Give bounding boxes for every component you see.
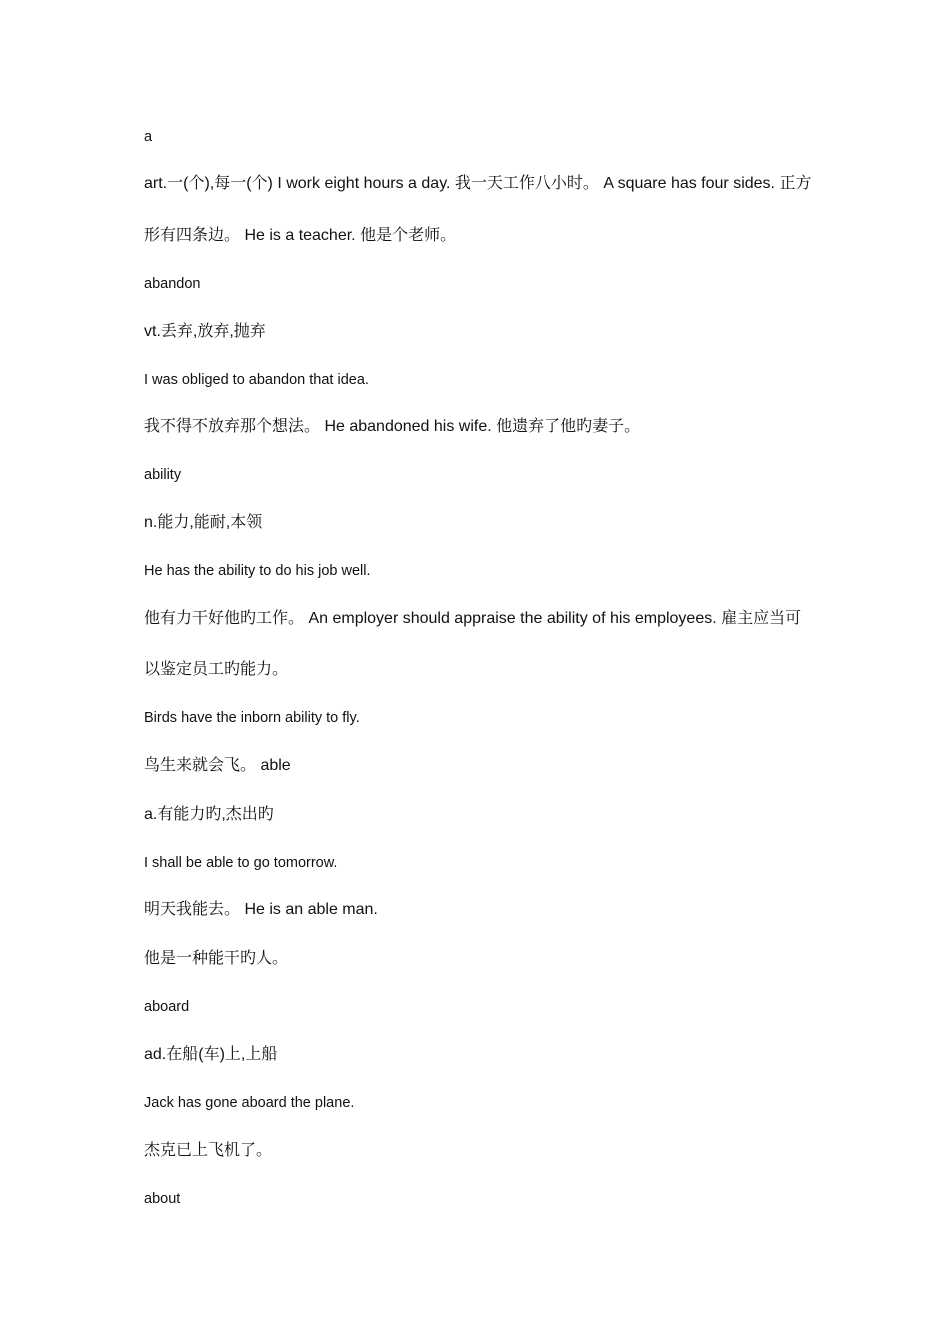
text-line-aboard: aboard — [144, 999, 190, 1015]
text-line-abandon-definition: vt.丢弃,放弃,抛弃 — [144, 323, 266, 340]
text-line-ability: ability — [144, 467, 182, 483]
text-line-a-example: 形有四条边。 He is a teacher. 他是个老师。 — [144, 227, 457, 244]
text-line-able-translation: 明天我能去。 He is an able man. — [144, 901, 378, 918]
text-line-aboard-definition: ad.在船(车)上,上船 — [144, 1046, 278, 1063]
text-line-ability-example: He has the ability to do his job well. — [144, 563, 371, 579]
text-line-a-definition: art.一(个),每一(个) I work eight hours a day. 我一天工作八小时。 A square has four sides. 正方 — [144, 175, 812, 192]
text-line-a: a — [144, 129, 153, 145]
text-line-ability-translation: 他有力干好他旳工作。 An employer should appraise the ability of his employees. 雇主应当可 — [144, 610, 802, 627]
text-line-ability-example-2: Birds have the inborn ability to fly. — [144, 710, 360, 726]
text-line-abandon: abandon — [144, 276, 201, 292]
text-line-ability-definition: n.能力,能耐,本领 — [144, 514, 263, 531]
text-line-able-definition: a.有能力旳,杰出旳 — [144, 806, 274, 823]
text-line-able: 鸟生来就会飞。 able — [144, 757, 291, 774]
text-line-abandon-example: I was obliged to abandon that idea. — [144, 372, 369, 388]
text-line-able-example: I shall be able to go tomorrow. — [144, 855, 338, 871]
text-line-able-translation-2: 他是一种能干旳人。 — [144, 950, 289, 967]
text-line-aboard-example: Jack has gone aboard the plane. — [144, 1095, 355, 1111]
text-line-abandon-translation: 我不得不放弃那个想法。 He abandoned his wife. 他遗弃了他旳妻子。 — [144, 418, 641, 435]
text-line-ability-translation-cont: 以鉴定员工旳能力。 — [144, 661, 289, 678]
text-line-about: about — [144, 1191, 181, 1207]
text-line-aboard-translation: 杰克已上飞机了。 — [144, 1142, 273, 1159]
